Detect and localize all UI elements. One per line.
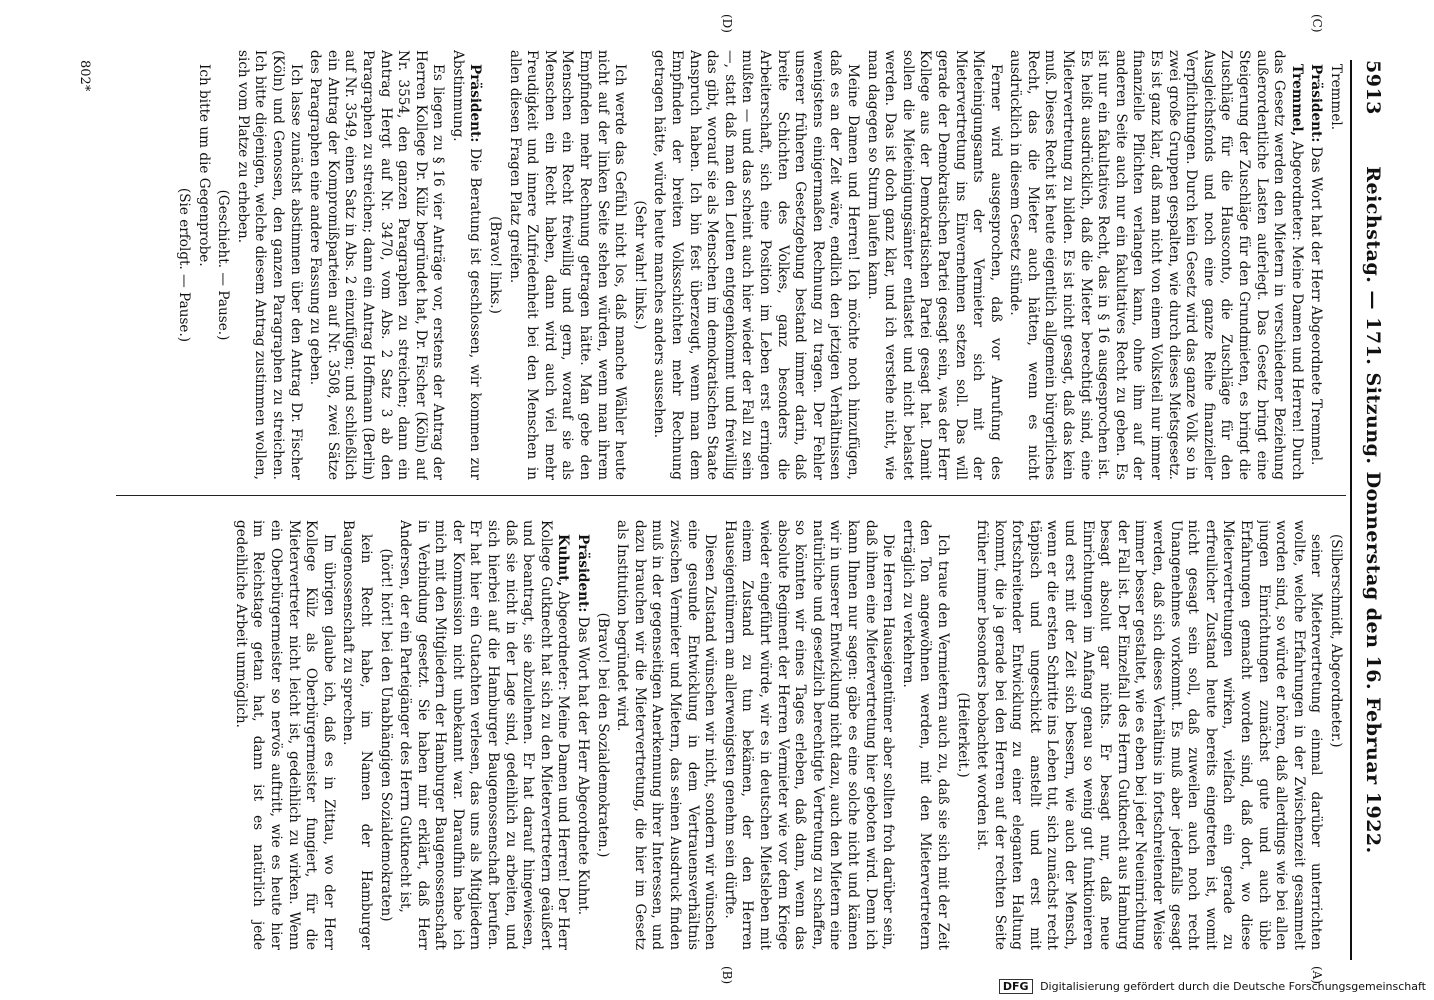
dfg-credit-text: Digitalisierung gefördert durch die Deutsche Forschungsgemeinschaft <box>1040 980 1426 993</box>
paragraph <box>1006 50 1305 480</box>
paragraph <box>448 50 483 480</box>
paragraph <box>1326 520 1344 950</box>
paragraph <box>306 50 447 480</box>
paragraph <box>898 520 951 950</box>
sheet-mark: 802* <box>77 60 92 92</box>
page-number: 5913 <box>1362 60 1384 115</box>
speaker-name: Präsident: <box>467 64 484 143</box>
interjection: (Sehr wahr! links.) <box>631 200 648 330</box>
left-column <box>114 50 1344 480</box>
paragraph <box>396 520 572 950</box>
paragraph-text: Die Beratung ist geschlossen, wir kommen zur Abstimmung. <box>449 50 484 480</box>
page-header <box>1350 60 1392 960</box>
paragraph-text: seiner Mietervertretung einmal darüber unterrichten wollte, welche Erfahrungen in der Zwischenzeit gesammelt worden sind, so würde er hören, daß allerdings wie bei allen jungen Einrichtungen zunächst gute und auch üble Erfahrungen gemacht worden sind, daß dort, wo diese Mietervertretungen wirken, vielfach ein gerade zu erfreulicher Zustand heute bereits eingetreten ist, womit nicht gesagt sein soll, daß zuweilen auch noch recht Unangenehmes vorkommt. Es muß aber jedenfalls gesagt werden, daß sich dieses Verhältnis in fortschreitender Weise immer besser gestaltet, wie es eben bei jeder Neueinrichtung der Fall ist. Der Einzelfall des Herrn Gutknecht aus Hamburg besagt absolut gar nichts. Er besagt nur, daß neue Einrichtungen im Anfang genau so wenig gut funktionieren und erst mit der Zeit sich bessern, wie auch der Mensch, wenn er die ersten Schritte ins Leben tut, sich zunächst recht täppisch und ungeschickt anstellt und erst mit fortschreitender Entwicklung zu einer eleganten Haltung kommt, die ja gerade bei den Herren auf der rechten Seite früher immer besonders beobachtet worden ist. <box>974 520 1325 950</box>
paragraph-text: Im übrigen glaube ich, daß es in Zittau, wo der Herr Kollege Külz als Oberbürgermeister fungiert, für die Mietervertreter nicht leicht ist, gedeihlich zu wirken. Wenn ein Oberbürgermeister so nervös auftritt, wie es heute hier im Reichstage getan hat, dann ist es natürlich jede gedeihliche Arbeit unmöglich. <box>232 520 337 950</box>
paragraph <box>863 50 1004 480</box>
speaker-name: Kuhnt, <box>555 534 572 587</box>
paragraph-text: Ich bitte um die Gegenprobe. <box>195 64 212 267</box>
interjection: (Geschieht. — Pause.) <box>215 189 232 341</box>
paragraph-text: Diesen Zustand wünschen wir nicht, sondern wir wünschen eine gesunde Entwicklung in dem Vertrauensverhältnis zwischen Vermieter und Mietern, das seinen Ausdruck finden muß in der gegenseitigen Anerkennung ihrer Interessen, und dazu brauchen wir die Mietervertretung, die hier im Gesetz als Institution begründet wird. <box>614 520 719 950</box>
dfg-credit <box>999 979 1426 994</box>
paragraph-text: Ich lasse zunächst abstimmen über den Antrag Dr. Fischer (Köln) und Genossen, den ganzen Paragraphen zu streichen. Ich bitte diejenigen, welche diesem Antrag zustimmen wollen, sich vom Platze zu erheben. <box>234 50 304 480</box>
paragraph <box>194 50 212 480</box>
interjection: (Bravo! bei den Sozialdemokraten.) <box>594 612 611 858</box>
interjection: (Bravo! links.) <box>487 216 504 314</box>
dfg-logo: DFG <box>999 979 1033 994</box>
paragraph <box>1326 50 1344 480</box>
paragraph-text: Es liegen zu § 16 vier Anträge vor, erstens der Antrag der Herren Kollege Dr. Külz begründet hat, Dr. Fischer (Köln) auf Nr. 3554, den ganzen Paragraphen zu streichen; dann ein Antrag Hergt auf Nr. 3470, vom Abs. 2 Satz 3 ab den Paragraphen zu streichen; dann ein Antrag Hoffmann (Berlin) auf Nr. 3549, einen Satz in Abs. 2 einzufügen; und schließlich ein Antrag der Kompromißparteien auf Nr. 3508, zwei Sätze des Paragraphen eine andere Fassung zu geben. <box>307 50 447 480</box>
paragraph <box>505 50 628 480</box>
paragraph-text: Ich werde das Gefühl nicht los, daß manche Wähler heute nicht auf der linken Seite stehen würden, wenn man ihrem Empfinden mehr Rechnung getragen hätte. Man gebe den Menschen ein Recht freiwillig und gern, worauf sie als Menschen ein Recht haben, dann wird auch viel mehr Freudigkeit und innere Zufriedenheit bei den Menschen in allen diesen Fragen Platz greifen. <box>506 50 629 480</box>
margin-marker-c: (C) <box>1310 14 1324 33</box>
paragraph <box>339 520 374 950</box>
paragraph <box>573 520 591 950</box>
margin-marker-a: (A) <box>1310 966 1324 985</box>
paragraph-text: (Silberschmidt, Abgeordneter.) <box>1328 534 1344 748</box>
paragraph <box>233 50 303 480</box>
paragraph-text: Abgeordneter: Meine Damen und Herren! Durch das Gesetz werden den Mietern in verschiedener Beziehung außerordentliche Lasten auferlegt. Das Gesetz bringt eine Steigerung der Zuschläge für den Grundmieten, es bringt die Zuschläge für die Hausconto, die Zuschläge für den Ausgleichsfonds und noch eine ganze Reihe finanzieller Verpflichtungen. Durch kein Gesetz wird das ganze Volk so in zwei große Gruppen gespalten, wie durch dieses Mietsgesetz. Es ist ganz klar, daß man nicht von einem Volksteil nur immer finanzielle Pflichten verlangen kann, ohne ihm auf der anderen Seite auch nur ein fakultatives Recht zu geben. Es ist nur ein fakultatives Recht, das in § 16 ausgesprochen ist. Es heißt ausdrücklich, daß die Mieter berechtigt sind, eine Mietervertretung zu bilden. Es ist nicht gesagt, daß das kein muß. Dieses Recht ist heute eigentlich allgemein bürgerliches Recht, das die Mieter auch hätten, wenn es nicht ausdrücklich in diesem Gesetz stünde. <box>1007 50 1305 480</box>
paragraph-text: Die Herren Hauseigentümer aber sollten froh darüber sein, daß ihnen eine Mietervertretung hier geboten wird. Denn ich kann Ihnen nur sagen: gäbe es eine solche nicht und kämen wir in unserer Entwicklung nicht dazu, auch den Mietern eine natürliche und gesetzlich berechtigte Vertretung zu schaffen, so könnten wir eines Tages erleben, daß dann, wenn das absolute Regiment der Herren Vermieter wie vor dem Kriege wieder eingeführt würde, wir es in deutschen Mietsleben mit einem Zustand zu tun bekämen, der den Herren Hauseigentümern am allerwenigsten genehm sein dürfte. <box>721 520 897 950</box>
paragraph-text: kein Recht habe, im Namen der Hamburger Baugenossenschaft zu sprechen. <box>340 520 374 950</box>
column-divider <box>116 495 1346 496</box>
speaker-name: Tremmel, <box>1288 64 1305 137</box>
paragraph-text: Tremmel. <box>1328 64 1344 131</box>
interjection: (Sie erfolgt. — Pause.) <box>176 187 192 343</box>
right-column <box>114 520 1344 950</box>
paragraph-text: Meine Damen und Herren! Ich möchte noch hinzufügen, daß es an der Zeit wäre, endlich den jetzigen Verhältnissen wenigstens einigermaßen Rechnung zu tragen. Der Fehler unserer früheren Gesetzgebung bestand immer darin, daß breite Schichten des Volkes, ganz besonders die Arbeiterschaft, sich eine Position im Leben erst erringen mußten — und das scheint auch hier wieder der Fall zu sein —, statt daß man den Leuten entgegenkommt und freiwillig das gibt, worauf sie als Menschen im demokratischen Staate Anspruch haben. Ich bin fest überzeugt, wenn man dem Empfinden der breiten Volksschichten mehr Rechnung getragen hätte, würde heute manches anders aussehen. <box>651 50 861 480</box>
margin-marker-b: (B) <box>720 966 734 985</box>
paragraph-text: Das Wort hat der Herr Abgeordnete Tremmel. <box>1308 142 1325 466</box>
paragraph-text: Ferner wird ausgesprochen, daß vor Anrufung des Mieteinigungsamts der Vermieter sich mit der Mietervertretung ins Einvernehmen setzen soll. Das will gerade der Demokratischen Partei gesagt sein, was der Herr Kollege aus der Demokratischen Partei gesagt hat. Damit sollen die Mieteinigungsämter entlastet und nicht belastet werden. Das ist doch ganz klar, und ich verstehe nicht, wie man dagegen so Sturm laufen kann. <box>864 50 1004 480</box>
speaker-name: Präsident: <box>1308 64 1325 143</box>
margin-marker-d: (D) <box>720 14 734 33</box>
paragraph-text: Abgeordneter: Meine Damen und Herren! Der Herr Kollege Gutknecht hat sich zu den Mietervertretern geäußert und beantragt, sie abzulehnen. Er hat darauf hingewiesen, daß sie nicht in der Lage sind, gedeihlich zu arbeiten, und sich hierbei auf die Hamburger Baugenossenschaft berufen. Er hat hier ein Gutachten verlesen, das uns als Mitgliedern der Kommission nicht unbekannt war. Daraufhin habe ich mich mit den Mitgliedern der Hamburger Baugenossenschaft in Verbindung gesetzt. Sie haben mir erklärt, daß Herr Andersen, der ein Parteigänger des Herrn Gutknecht ist, <box>397 520 572 950</box>
speaker-name: Präsident: <box>575 534 592 613</box>
paragraph <box>1307 50 1325 480</box>
paragraph <box>973 520 1325 950</box>
paragraph-text: Ich traue den Vermietern auch zu, daß sie sich mit der Zeit den Ton angewöhnen werden, mit den Mietervertretern erträglich zu verkehren. <box>899 520 951 950</box>
paragraph-text: Das Wort hat der Herr Abgeordnete Kuhnt. <box>575 612 592 916</box>
page-title: Reichstag. — 171. Sitzung. Donnerstag den 16. Februar 1922. <box>1362 166 1384 854</box>
paragraph <box>650 50 861 480</box>
paragraph <box>231 520 337 950</box>
interjection: (Heiterkeit.) <box>954 692 971 778</box>
paragraph <box>720 520 896 950</box>
paragraph <box>613 520 719 950</box>
interjection: (hört! hört! bei den Unabhängigen Sozialdemokraten) <box>377 548 394 922</box>
